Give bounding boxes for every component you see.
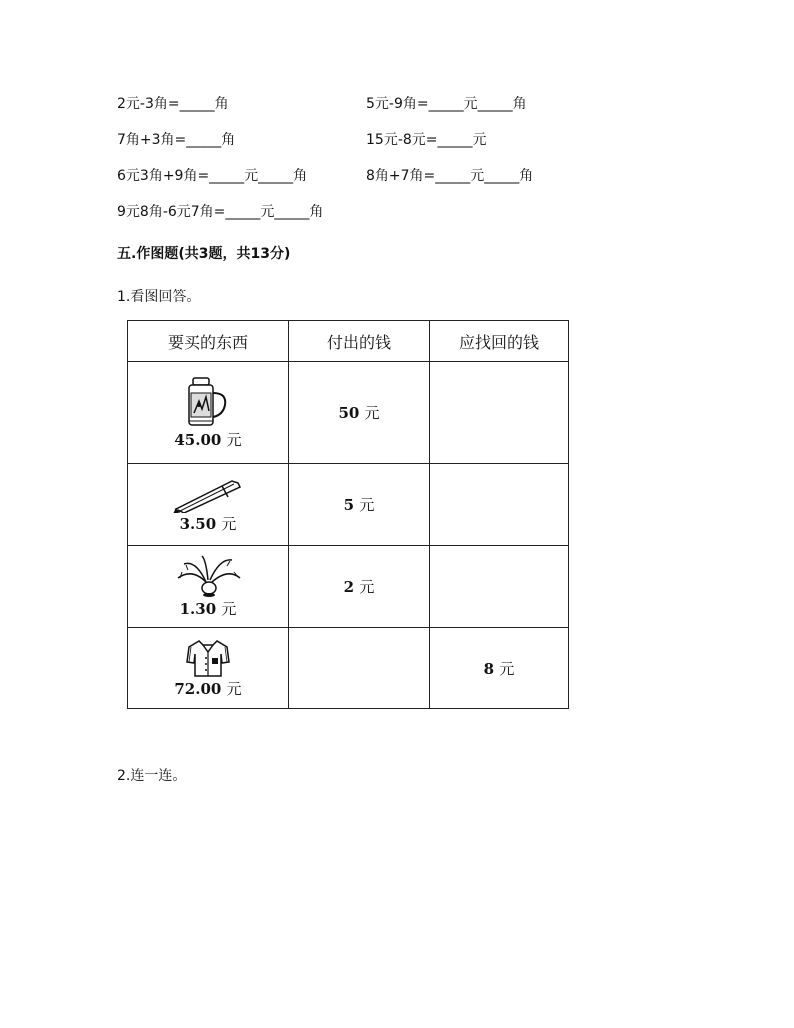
paid-cell[interactable] bbox=[289, 628, 430, 709]
change-cell[interactable] bbox=[430, 464, 569, 546]
exercise-7: 9元8角-6元7角=_____元_____角 bbox=[117, 204, 324, 220]
header-paid: 付出的钱 bbox=[289, 321, 430, 362]
shirt-icon bbox=[185, 638, 231, 678]
table-header-row bbox=[128, 321, 569, 362]
header-item: 要买的东西 bbox=[128, 321, 289, 362]
item-price: 1.30 元 bbox=[179, 600, 237, 618]
pen-icon bbox=[172, 475, 244, 513]
exercise-5: 6元3角+9角=_____元_____角 bbox=[117, 168, 308, 184]
item-cell bbox=[128, 628, 289, 709]
change-cell: 8 元 bbox=[430, 628, 569, 709]
question-1-label: 1.看图回答。 bbox=[117, 289, 201, 305]
table-row bbox=[128, 546, 569, 628]
header-change: 应找回的钱 bbox=[430, 321, 569, 362]
table-row bbox=[128, 362, 569, 464]
item-cell bbox=[128, 464, 289, 546]
paid-cell: 50 元 bbox=[289, 362, 430, 464]
money-table bbox=[127, 320, 569, 709]
change-cell[interactable] bbox=[430, 546, 569, 628]
section-heading: 五.作图题(共3题，共13分) bbox=[117, 246, 291, 262]
item-price: 45.00 元 bbox=[174, 431, 242, 449]
item-price: 72.00 元 bbox=[174, 679, 242, 698]
table-row bbox=[128, 628, 569, 709]
shuttlecock-icon bbox=[172, 554, 244, 598]
table-row bbox=[128, 464, 569, 546]
item-price: 3.50 元 bbox=[179, 515, 237, 533]
thermos-bottle-icon bbox=[185, 375, 231, 429]
change-cell[interactable] bbox=[430, 362, 569, 464]
item-cell bbox=[128, 362, 289, 464]
item-cell bbox=[128, 546, 289, 628]
exercise-2: 5元-9角=_____元_____角 bbox=[366, 96, 527, 112]
exercise-1: 2元-3角=_____角 bbox=[117, 96, 229, 112]
paid-cell: 5 元 bbox=[289, 464, 430, 546]
paid-cell: 2 元 bbox=[289, 546, 430, 628]
question-2-label: 2.连一连。 bbox=[117, 768, 187, 784]
exercise-6: 8角+7角=_____元_____角 bbox=[366, 168, 534, 184]
exercise-4: 15元-8元=_____元 bbox=[366, 132, 487, 148]
exercise-3: 7角+3角=_____角 bbox=[117, 132, 236, 148]
